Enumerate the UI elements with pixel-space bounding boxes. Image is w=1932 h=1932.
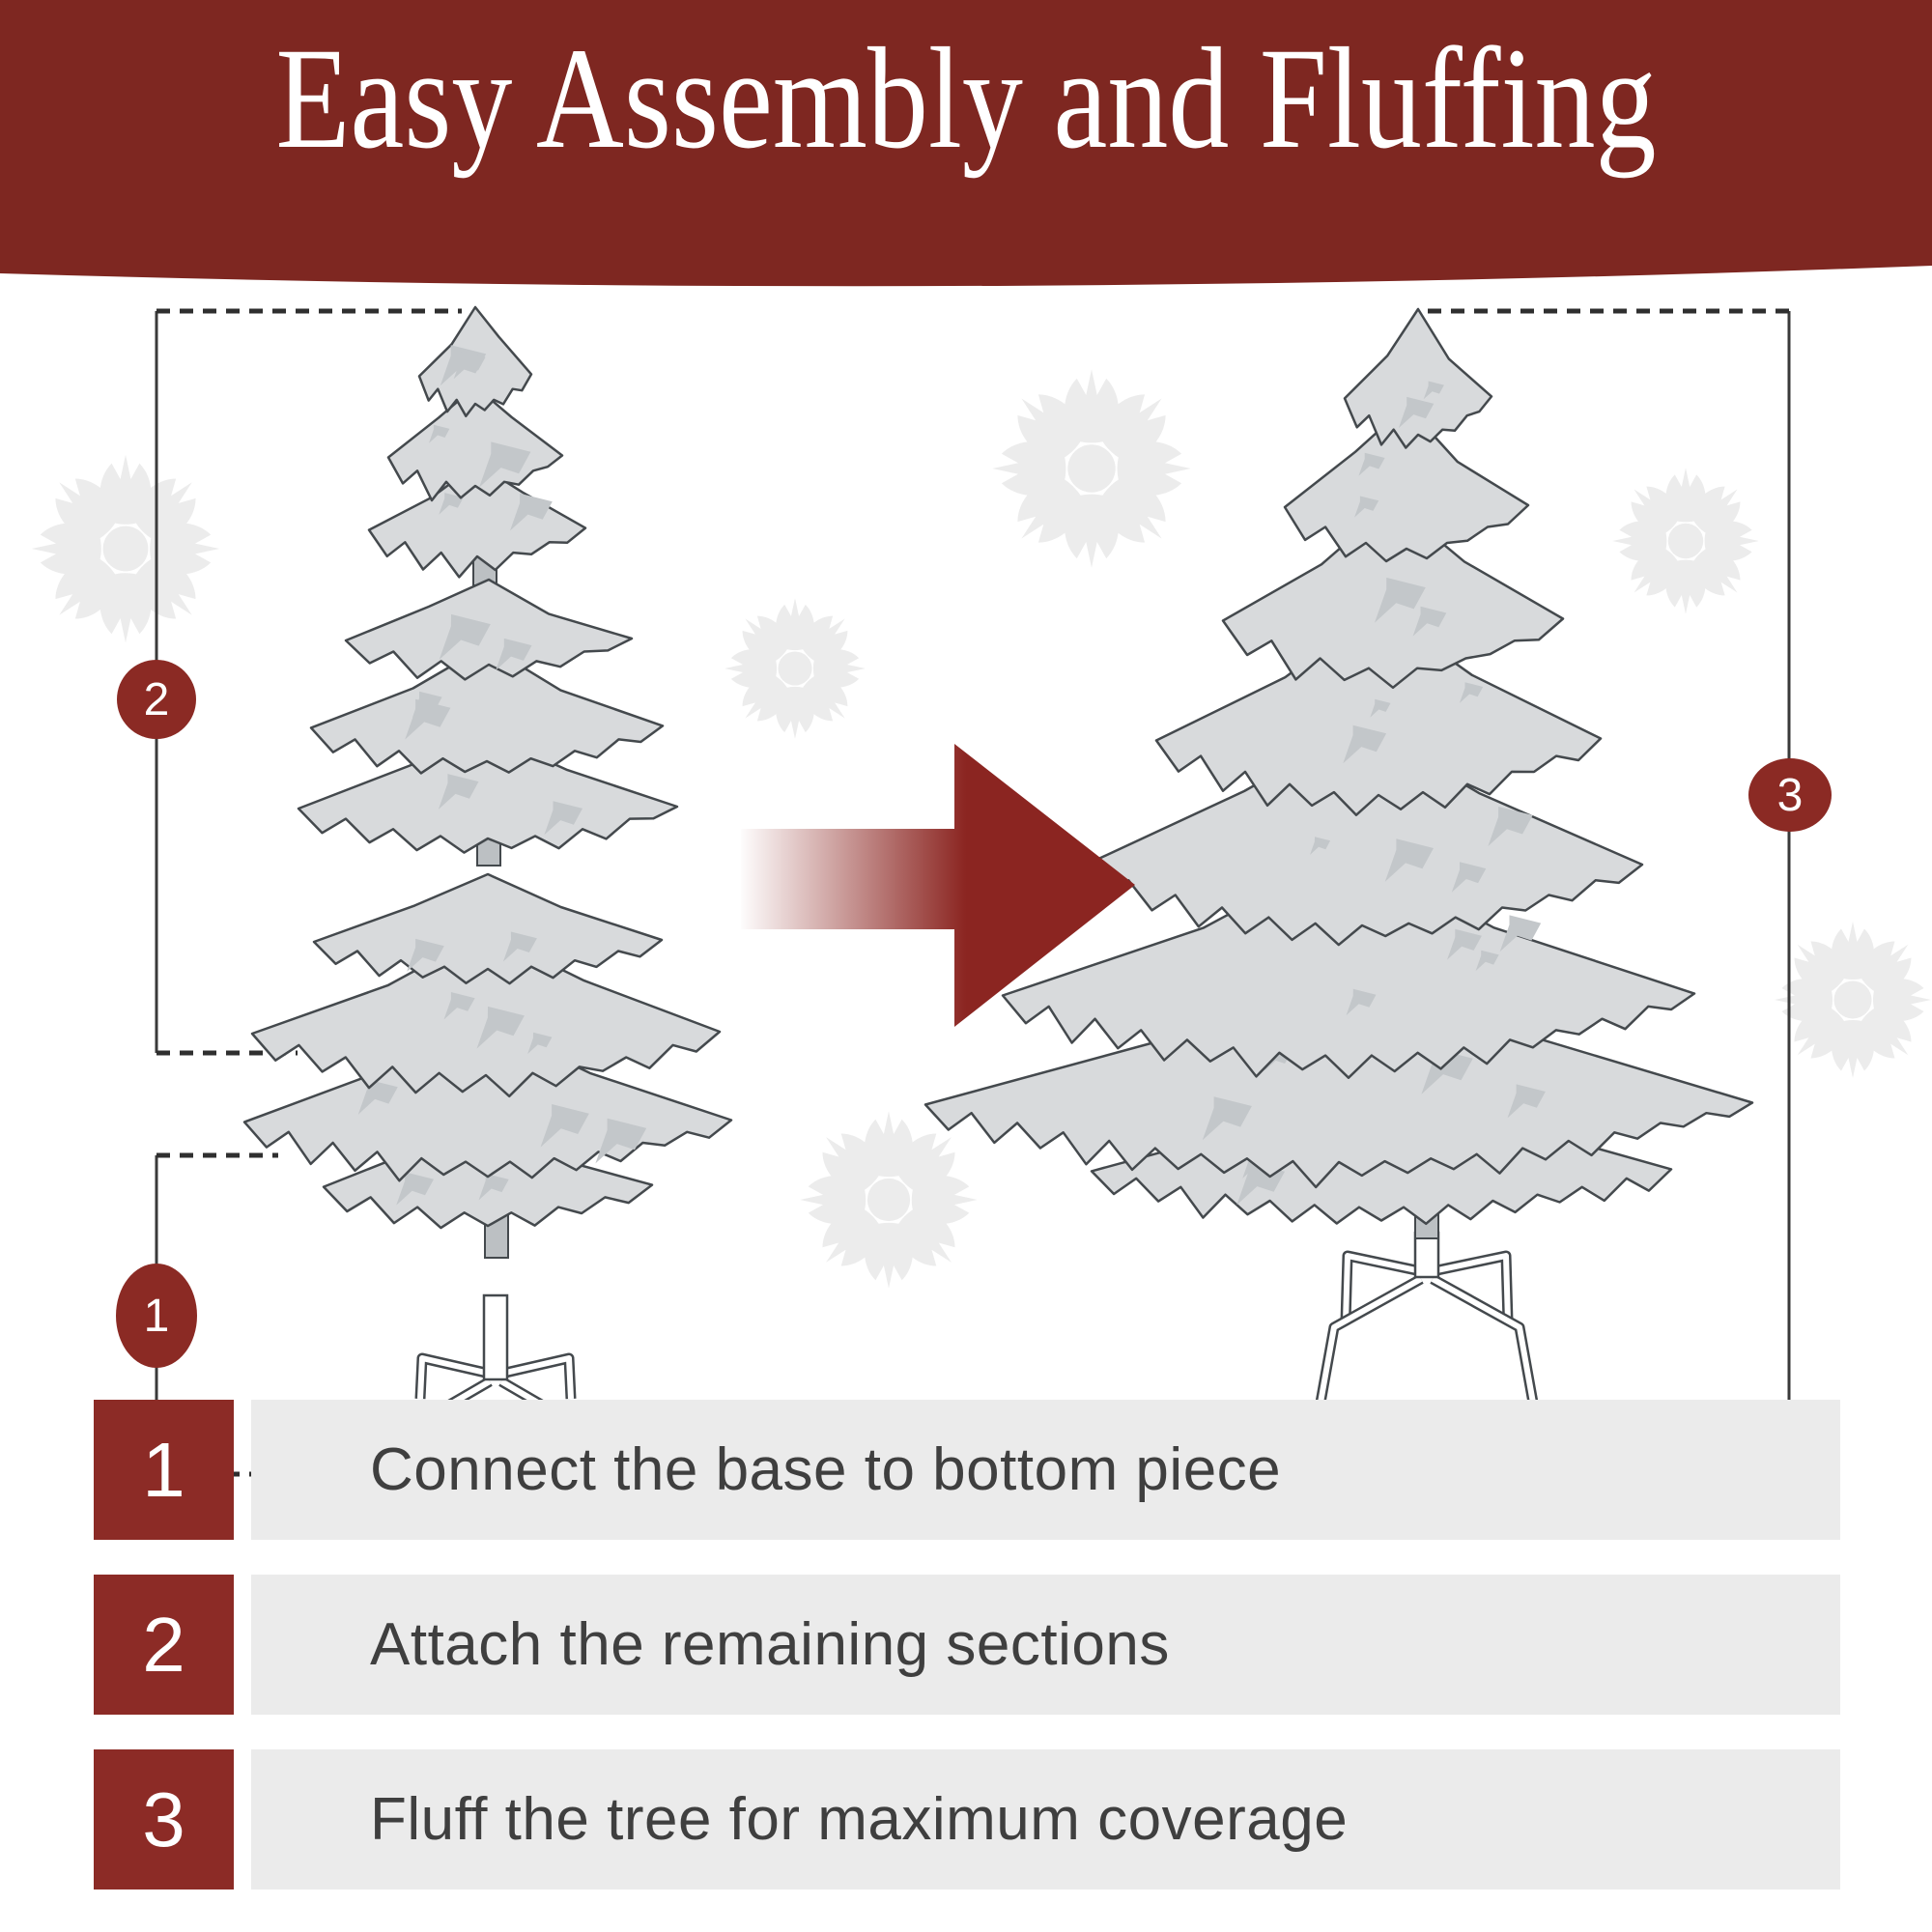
snowflake-icon: [992, 369, 1190, 567]
marker-3-label: 3: [1776, 769, 1804, 821]
step-2-text: Attach the remaining sections: [370, 1611, 1170, 1678]
step-row-2: [0, 1575, 1932, 1715]
marker-3-badge: [1748, 758, 1832, 832]
step-2-number-square: 2: [94, 1575, 234, 1715]
marker-1-badge: [116, 1264, 197, 1368]
step-2-bar: [251, 1575, 1840, 1715]
marker-2-label: 2: [143, 673, 170, 725]
snowflake-icon: [1612, 468, 1758, 613]
page-title: Easy Assembly and Fluffing: [275, 18, 1657, 179]
marker-2-badge: [117, 660, 196, 739]
step-1-number-square: 1: [94, 1400, 234, 1540]
snowflake-icon: [724, 598, 866, 739]
step-3-text: Fluff the tree for maximum coverage: [370, 1786, 1349, 1853]
step-3-number-square: 3: [94, 1749, 234, 1889]
step-1-bar: [251, 1400, 1840, 1540]
step-3-bar: [251, 1749, 1840, 1889]
marker-1-label: 1: [143, 1290, 170, 1342]
step-row-1: [0, 1400, 1932, 1540]
snowflake-icon: [800, 1111, 978, 1289]
disassembled-tree-illustration: [244, 307, 731, 1472]
step-1-text: Connect the base to bottom piece: [370, 1436, 1282, 1503]
snowflake-icon: [1775, 922, 1931, 1078]
snowflake-icon: [32, 455, 219, 642]
step-row-3: [0, 1749, 1932, 1889]
